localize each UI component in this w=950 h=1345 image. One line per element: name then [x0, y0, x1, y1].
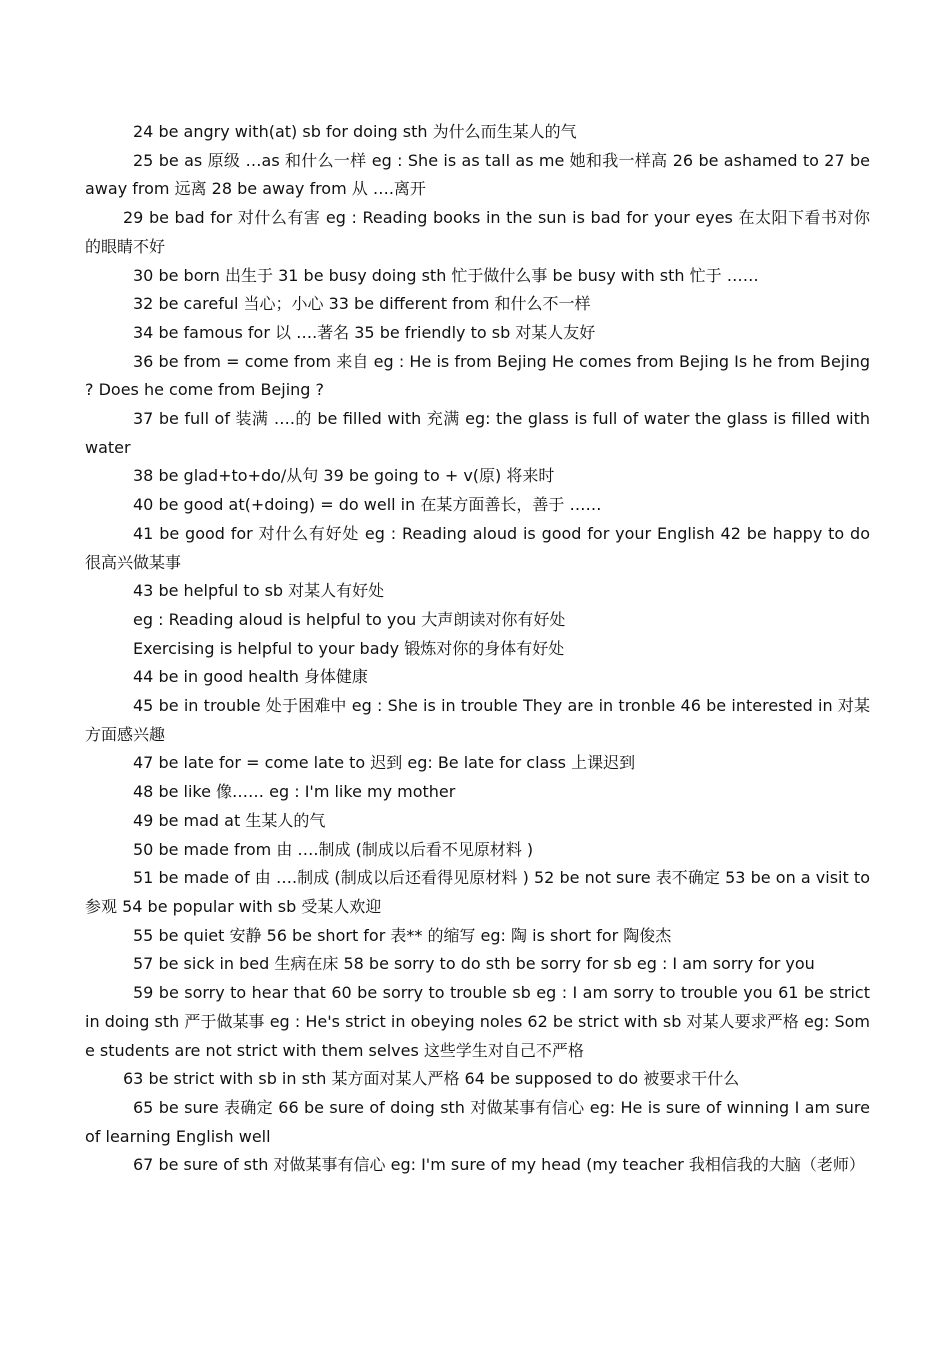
- paragraph-36: 36 be from = come from 来自 eg : He is from Bejing He comes from Bejing Is he from Bejing ? Does he come from Bejing ?: [85, 351, 870, 400]
- paragraph-43: 43 be helpful to sb 对某人有好处: [133, 581, 385, 601]
- paragraph-50: 50 be made from 由 ….制成 (制成以后看不见原材料 ): [133, 839, 534, 859]
- paragraph-41-42: 41 be good for 对什么有好处 eg : Reading aloud is good for your English 42 be happy to do 很高兴做某事: [85, 523, 870, 572]
- paragraph-57-58: 57 be sick in bed 生病在床 58 be sorry to do sth be sorry for sb eg : I am sorry for you: [133, 954, 815, 974]
- paragraph-44: 44 be in good health 身体健康: [133, 667, 368, 687]
- paragraph-34-35: 34 be famous for 以 ….著名 35 be friendly to sb 对某人友好: [133, 322, 596, 342]
- paragraph-32-33: 32 be careful 当心；小心 33 be different from 和什么不一样: [133, 294, 591, 314]
- paragraph-38-39: 38 be glad+to+do/从句 39 be going to + v(原) 将来时: [133, 466, 555, 486]
- paragraph-43-example-2: Exercising is helpful to your bady 锻炼对你的身体有好处: [133, 638, 565, 658]
- paragraph-40: 40 be good at(+doing) = do well in 在某方面善长，善于 ……: [133, 495, 602, 515]
- paragraph-67: 67 be sure of sth 对做某事有信心 eg: I'm sure of my head (my teacher 我相信我的大脑（老师）: [133, 1155, 865, 1175]
- paragraph-47: 47 be late for = come late to 迟到 eg: Be late for class 上课迟到: [133, 753, 636, 773]
- paragraph-59-62: 59 be sorry to hear that 60 be sorry to trouble sb eg : I am sorry to trouble you 61 be strict in doing sth 严于做某事 eg : He's strict in obeying noles 62 be strict with sb 对某人要求严格 eg: Some students are not strict with them selves 这些学生对自己不严格: [85, 983, 870, 1060]
- paragraph-30-31: 30 be born 出生于 31 be busy doing sth 忙于做什么事 be busy with sth 忙于 ……: [133, 265, 759, 285]
- paragraph-49: 49 be mad at 生某人的气: [133, 810, 326, 830]
- paragraph-55-56: 55 be quiet 安静 56 be short for 表** 的缩写 eg: 陶 is short for 陶俊杰: [133, 925, 672, 945]
- paragraph-65-66: 65 be sure 表确定 66 be sure of doing sth 对做某事有信心 eg: He is sure of winning I am sure of learning English well: [85, 1097, 870, 1146]
- paragraph-24: 24 be angry with(at) sb for doing sth 为什么而生某人的气: [133, 122, 577, 141]
- paragraph-29: 29 be bad for 对什么有害 eg : Reading books in the sun is bad for your eyes 在太阳下看书对你的眼睛不好: [85, 208, 870, 256]
- paragraph-51-54: 51 be made of 由 ….制成 (制成以后还看得见原材料 ) 52 be not sure 表不确定 53 be on a visit to 参观 54 be popular with sb 受某人欢迎: [85, 868, 870, 916]
- paragraph-45-46: 45 be in trouble 处于困难中 eg : She is in trouble They are in tronble 46 be interested in 对某方面感兴趣: [85, 696, 870, 744]
- paragraph-25-28: 25 be as 原级 …as 和什么一样 eg : She is as tall as me 她和我一样高 26 be ashamed to 27 be away from 远离 28 be away from 从 ….离开: [85, 150, 870, 199]
- paragraph-37: 37 be full of 装满 ….的 be filled with 充满 eg: the glass is full of water the glass is filled with water: [85, 409, 870, 457]
- document-body: [85, 118, 870, 1180]
- paragraph-48: 48 be like 像…… eg : I'm like my mother: [133, 782, 456, 802]
- paragraph-63-64: 63 be strict with sb in sth 某方面对某人严格 64 be supposed to do 被要求干什么: [123, 1069, 740, 1089]
- paragraph-43-example-1: eg : Reading aloud is helpful to you 大声朗读对你有好处: [133, 609, 566, 629]
